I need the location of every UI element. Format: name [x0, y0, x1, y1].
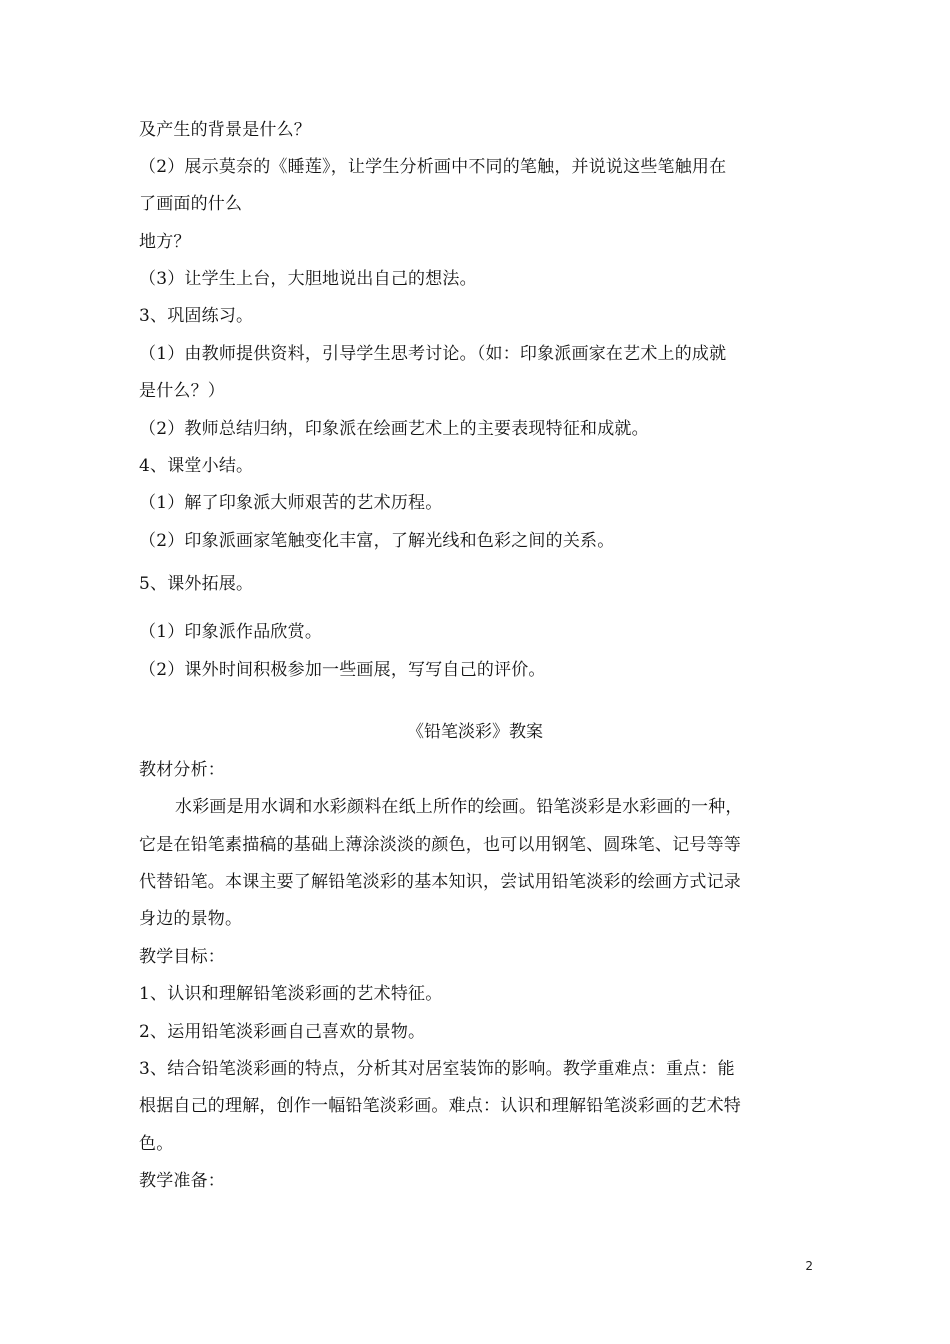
text-line-background-question: 及产生的背景是什么？ [139, 120, 311, 140]
text-line-place: 地方？ [139, 232, 191, 252]
section-heading-practice: 3、巩固练习。 [139, 306, 254, 326]
section-heading-extension: 5、课外拓展。 [139, 574, 254, 594]
paragraph-line-watercolor-definition: 水彩画是用水调和水彩颜料在纸上所作的绘画。铅笔淡彩是水彩画的一种， [175, 797, 743, 817]
text-line-exhibition: （2）课外时间积极参加一些画展，写写自己的评价。 [139, 660, 546, 680]
paragraph-line-course-content: 代替铅笔。本课主要了解铅笔淡彩的基本知识，尝试用铅笔淡彩的绘画方式记录 [139, 872, 741, 892]
section-heading-teaching-goals: 教学目标： [139, 947, 225, 967]
text-line-teacher-summary: （2）教师总结归纳，印象派在绘画艺术上的主要表现特征和成就。 [139, 419, 649, 439]
goal-line-home-decoration: 3、结合铅笔淡彩画的特点，分析其对居室装饰的影响。教学重难点：重点：能 [139, 1059, 735, 1079]
text-line-achievement-question: 是什么？） [139, 381, 225, 401]
paragraph-line-scenery: 身边的景物。 [139, 909, 243, 929]
paragraph-line-pencil-sketch: 它是在铅笔素描稿的基础上薄涂淡淡的颜色，也可以用钢笔、圆珠笔、记号等等 [139, 835, 741, 855]
section-heading-preparation: 教学准备： [139, 1171, 225, 1191]
lesson-title: 《铅笔淡彩》教案 [407, 722, 543, 742]
goal-line-color: 色。 [139, 1134, 174, 1154]
page-number: 2 [805, 1259, 813, 1273]
goal-line-draw-scenery: 2、运用铅笔淡彩画自己喜欢的景物。 [139, 1022, 426, 1042]
text-line-student-share: （3）让学生上台，大胆地说出自己的想法。 [139, 269, 477, 289]
goal-line-key-difficult: 根据自己的理解，创作一幅铅笔淡彩画。难点：认识和理解铅笔淡彩画的艺术特 [139, 1096, 741, 1116]
section-heading-material-analysis: 教材分析： [139, 760, 225, 780]
text-line-teacher-materials: （1）由教师提供资料，引导学生思考讨论。（如：印象派画家在艺术上的成就 [139, 344, 727, 364]
text-line-light-color: （2）印象派画家笔触变化丰富，了解光线和色彩之间的关系。 [139, 531, 615, 551]
text-line-monet-continued: 了画面的什么 [139, 194, 243, 214]
section-heading-summary: 4、课堂小结。 [139, 456, 254, 476]
text-line-art-history: （1）解了印象派大师艰苦的艺术历程。 [139, 493, 443, 513]
goal-line-art-features: 1、认识和理解铅笔淡彩画的艺术特征。 [139, 984, 443, 1004]
text-line-appreciation: （1）印象派作品欣赏。 [139, 622, 323, 642]
text-line-monet-brushwork: （2）展示莫奈的《睡莲》，让学生分析画中不同的笔触，并说说这些笔触用在 [139, 157, 727, 177]
